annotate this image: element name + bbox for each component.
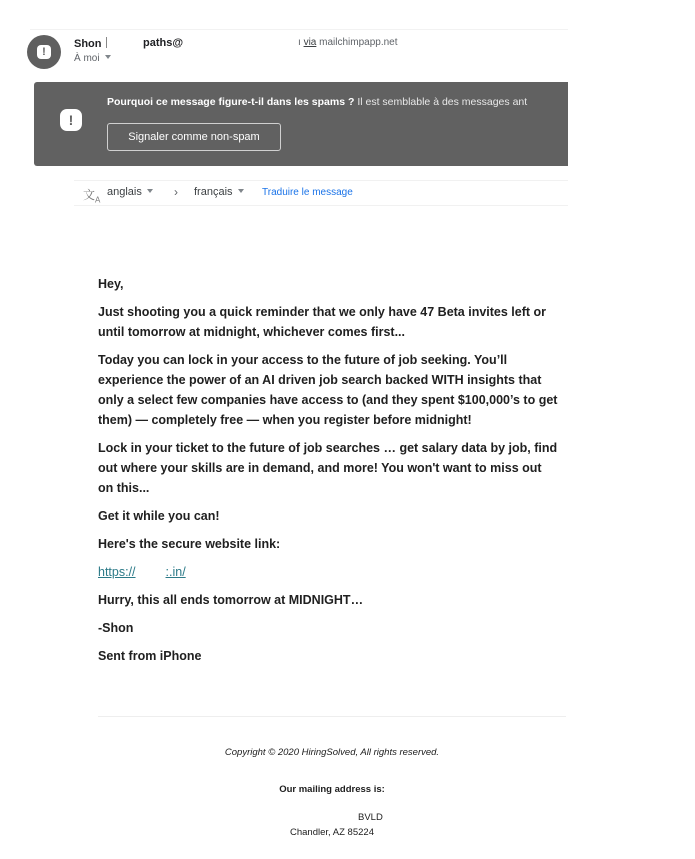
translate-message-link[interactable]: Traduire le message (262, 187, 353, 198)
body-paragraph: Get it while you can! (98, 509, 220, 523)
body-paragraph: Here's the secure website link: (98, 537, 281, 551)
closing-line: Hurry, this all ends tomorrow at MIDNIGHT… (98, 593, 364, 607)
link-paragraph (98, 562, 558, 582)
link-end: :.in/ (165, 565, 186, 579)
sender-via: ı via mailchimpapp.net (298, 37, 398, 48)
divider (30, 29, 568, 30)
chevron-right-icon: › (174, 185, 178, 199)
target-language-dropdown[interactable] (194, 186, 244, 198)
redaction-mark (106, 37, 107, 48)
caret-down-icon (105, 55, 111, 59)
spam-text: Il est semblable à des messages ant (354, 96, 528, 108)
signature: -Shon (98, 621, 134, 635)
source-language-dropdown[interactable] (107, 186, 153, 198)
footer-divider (98, 716, 566, 717)
body-paragraph: Today you can lock in your access to the future of job seeking. You’ll experience the power of an AI driven job search backed WITH insights that only a select few companies have access to (and they spent $100,000’s to get them) — completely free — when you register before midnight! (98, 353, 558, 427)
address-line-2: Chandler, AZ 85224 (290, 827, 374, 838)
body-paragraph: Just shooting you a quick reminder that we only have 47 Beta invites left or until tomorrow at midnight, whichever comes first... (98, 305, 547, 339)
warning-icon: ! (37, 45, 51, 59)
spam-title: Pourquoi ce message figure-t-il dans les spams ? (107, 96, 355, 108)
report-not-spam-button[interactable]: Signaler comme non-spam (107, 123, 281, 151)
copyright: Copyright © 2020 HiringSolved, All rights reserved. (224, 747, 440, 758)
sender-email[interactable]: paths@ (143, 37, 184, 49)
warning-icon: ! (60, 109, 82, 131)
address-line-1: BVLD (358, 812, 383, 823)
website-link[interactable] (98, 565, 186, 579)
greeting: Hey, (98, 277, 124, 291)
avatar[interactable] (27, 35, 61, 69)
caret-down-icon (238, 189, 244, 193)
recipient-label: À moi (74, 53, 100, 64)
sent-from: Sent from iPhone (98, 649, 202, 663)
spam-explanation (107, 96, 527, 108)
recipient-dropdown[interactable] (74, 53, 111, 64)
body-paragraph: Lock in your ticket to the future of job searches … get salary data by job, find out where your skills are in demand, and more! You won't want to miss out on this... (98, 441, 558, 495)
translate-bar (74, 180, 568, 206)
spam-warning-banner (34, 82, 568, 166)
source-language-label: anglais (107, 186, 142, 198)
translate-icon: 文$_A$ (83, 188, 101, 205)
email-body (98, 274, 558, 674)
sender-name-text: Shon (74, 38, 102, 50)
caret-down-icon (147, 189, 153, 193)
sender-name[interactable] (74, 37, 107, 50)
link-start: https:// (98, 565, 136, 579)
target-language-label: français (194, 186, 233, 198)
via-link[interactable]: via (303, 37, 317, 48)
sender-header (27, 35, 568, 69)
mailing-address-label: Our mailing address is: (279, 784, 385, 795)
via-domain: mailchimpapp.net (319, 37, 398, 48)
